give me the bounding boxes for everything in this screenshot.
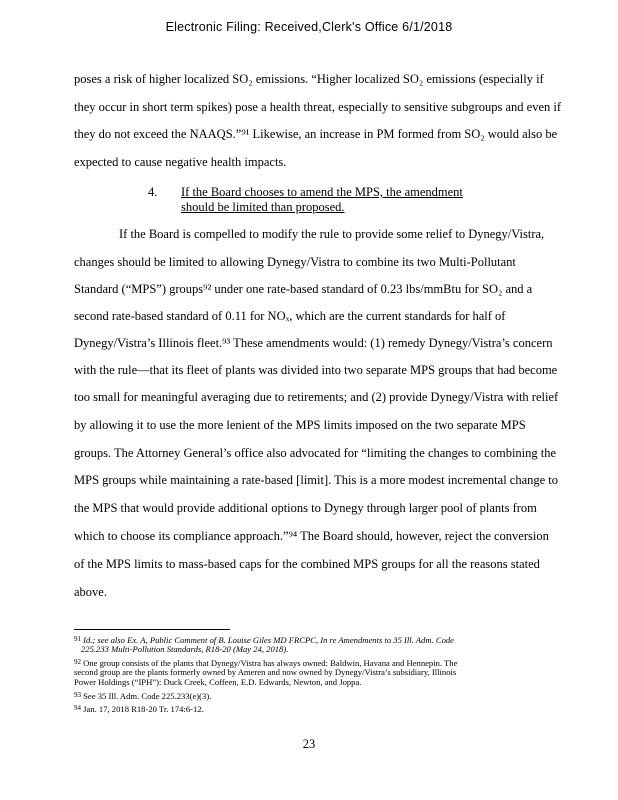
footnote-94 bbox=[74, 703, 204, 714]
paragraph-line: second rate-based standard of 0.11 for NOₓ, which are the current standards for half of bbox=[74, 309, 506, 323]
paragraph-line: Dynegy/Vistra’s Illinois fleet.⁹³ These amendments would: (1) remedy Dynegy/Vistra’s concern bbox=[74, 336, 553, 350]
footnote-line: 225.233 Multi-Pollution Standards, R18-20 (May 24, 2018). bbox=[81, 644, 289, 654]
body-line: they occur in short term spikes) pose a health threat, especially to sensitive subgroups and even if bbox=[74, 100, 562, 114]
paragraph-line: Standard (“MPS”) groups⁹² under one rate-based standard of 0.23 lbs/mmBtu for SO₂ and a bbox=[74, 282, 533, 296]
section-heading: If the Board chooses to amend the MPS, the amendment should be limited than proposed. bbox=[181, 185, 463, 214]
footnote-separator bbox=[74, 629, 230, 630]
footnote-marker: 94 bbox=[74, 704, 81, 712]
paragraph-line: the MPS that would provide additional options to Dynegy through larger pool of plants from bbox=[74, 501, 537, 515]
paragraph-line: too small for meaningful averaging due to retirements; and (2) provide Dynegy/Vistra with relief bbox=[74, 390, 559, 404]
footnote-marker: 91 bbox=[74, 635, 81, 643]
paragraph-line: of the MPS limits to mass-based caps for the combined MPS groups for all the reasons stated bbox=[74, 557, 540, 571]
footnote-92-cont bbox=[74, 677, 361, 687]
body-line: poses a risk of higher localized SO₂ emissions. “Higher localized SO₂ emissions (especially if bbox=[74, 72, 544, 86]
footnote-92-cont bbox=[74, 667, 456, 677]
footnote-line: Power Holdings (“IPH”): Duck Creek, Coffeen, E.D. Edwards, Newton, and Joppa. bbox=[74, 677, 362, 687]
paragraph-line: which to choose its compliance approach.”⁹⁴ The Board should, however, reject the conversion bbox=[74, 529, 549, 543]
paragraph-line: with the rule—that its fleet of plants was divided into two separate MPS groups that had become bbox=[74, 363, 558, 377]
filing-header: Electronic Filing: Received,Clerk's Office 6/1/2018 bbox=[165, 20, 453, 34]
paragraph-line: above. bbox=[74, 585, 107, 599]
body-line: they do not exceed the NAAQS.”⁹¹ Likewise, an increase in PM formed from SO₂ would also be bbox=[74, 127, 558, 141]
footnote-marker: 92 bbox=[74, 658, 81, 666]
paragraph-line: If the Board is compelled to modify the rule to provide some relief to Dynegy/Vistra, bbox=[119, 227, 545, 241]
footnote-line: See 35 Ill. Adm. Code 225.233(e)(3). bbox=[83, 691, 212, 701]
footnote-line: Id.; see also Ex. A, Public Comment of B. Louise Giles MD FRCPC, In re Amendments to 35 Ill. Adm. Code bbox=[83, 635, 454, 645]
page-number: 23 bbox=[302, 737, 316, 751]
paragraph-line: changes should be limited to allowing Dynegy/Vistra to combine its two Multi-Pollutant bbox=[74, 255, 516, 269]
body-line: expected to cause negative health impacts. bbox=[74, 155, 287, 169]
footnote-marker: 93 bbox=[74, 691, 81, 699]
footnote-line: One group consists of the plants that Dynegy/Vistra has always owned: Baldwin, Havana and Hennepin. The bbox=[83, 658, 458, 668]
footnote-line: second group are the plants formerly owned by Ameren and now owned by Dynegy/Vistra’s subsidiary, Illinois bbox=[74, 667, 457, 677]
footnote-91-cont bbox=[81, 644, 288, 654]
paragraph-line: groups. The Attorney General’s office also advocated for “limiting the changes to combining the bbox=[74, 446, 557, 460]
paragraph-line: MPS groups while maintaining a rate-based [limit]. This is a more modest incremental change to bbox=[74, 473, 559, 487]
section-number: 4. bbox=[148, 185, 158, 199]
footnote-line: Jan. 17, 2018 R18-20 Tr. 174:6-12. bbox=[83, 704, 204, 714]
footnote-93 bbox=[74, 690, 211, 701]
paragraph-line: by allowing it to use the more lenient of the MPS limits imposed on the two separate MPS bbox=[74, 418, 526, 432]
